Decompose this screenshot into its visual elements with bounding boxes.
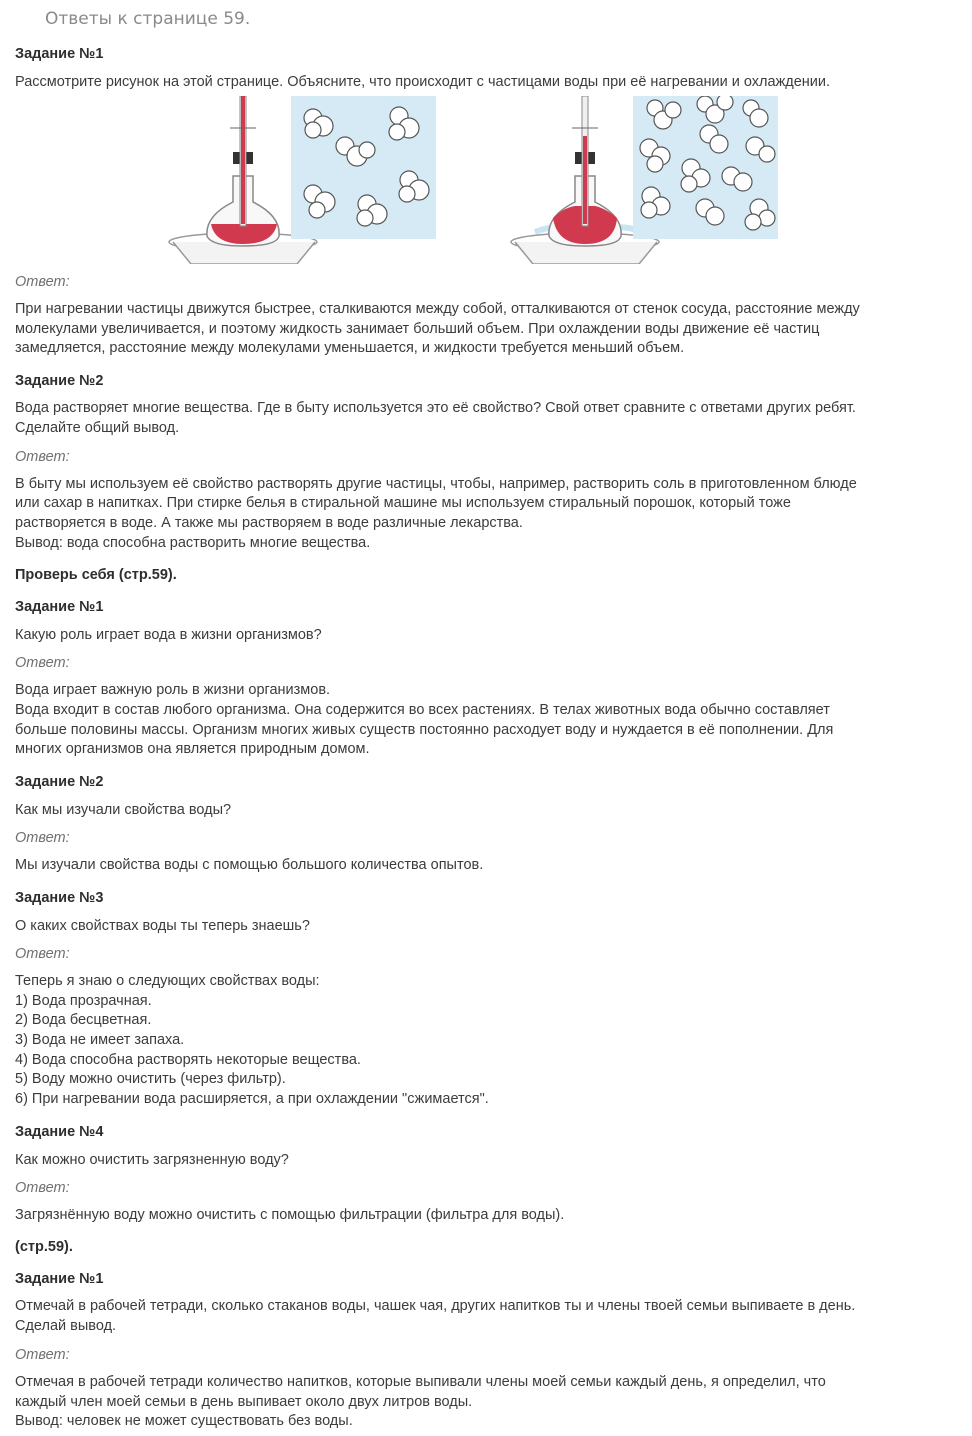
task-heading: Задание №2 [15,373,104,390]
flask-illustration [15,96,955,264]
task-answer: Загрязнённую воду можно очистить с помощью фильтрации (фильтра для воды). [15,1206,565,1223]
water-expansion-figure [15,96,955,264]
task-heading: Задание №2 [15,774,104,791]
task-question: Как можно очистить загрязненную воду? [15,1151,289,1168]
task-answer: Теперь я знаю о следующих свойствах воды: 1) Вода прозрачная. 2) Вода бесцветная. 3) Вода не имеет запаха. 4) Вода способна растворять некоторые вещества. 5) Воду можно очистить (через фильтр). 6) При нагревании вода расширяется, а при охлаждении "сжимается". [15,972,489,1108]
task-answer: Вода играет важную роль в жизни организмов. Вода входит в состав любого организма. Она содержится во всех растениях. В телах животных вода обычно составляет больше половины массы. Организм многих живых существ постоянно расходует воду и нуждается в её пополнении. Для многих организмов она является природным домом. [15,682,834,758]
page-ref-heading: (стр.59). [15,1239,73,1256]
task-question: О каких свойствах воды ты теперь знаешь? [15,917,310,934]
task-answer: При нагревании частицы движутся быстрее, сталкиваются между собой, отталкиваются от стенок сосуда, расстояние между молекулами увеличивается, и поэтому жидкость занимает больший объем. При охлаждении воды движение её частиц замедляется, расстояние между молекулами уменьшается, и жидкости требуется меньший объем. [15,301,860,357]
task-question: Какую роль играет вода в жизни организмов? [15,627,322,644]
answer-label: Ответ: [15,655,70,672]
answer-label: Ответ: [15,274,70,290]
task-heading: Задание №1 [15,599,104,616]
task-question: Вода растворяет многие вещества. Где в быту используется это её свойство? Свой ответ сравните с ответами других ребят. Сделайте общий вывод. [15,400,856,436]
task-heading: Задание №3 [15,889,104,906]
answer-label: Ответ: [15,448,70,465]
answer-label: Ответ: [15,830,70,847]
task-question: Отмечай в рабочей тетради, сколько стаканов воды, чашек чая, других напитков ты и члены твоей семьи выпиваете в день. Сделай вывод. [15,1298,856,1335]
task-question: Как мы изучали свойства воды? [15,802,232,819]
task-answer: В быту мы используем её свойство растворять другие частицы, чтобы, например, растворить соль в приготовленном блюде или сахар в напитках. При стирке белья в стиральной машине мы используем стиральный порошок, который тоже растворяется в воде. А также мы растворяем в воде различные лекарства. Вывод: вода способна растворить многие вещества. [15,475,857,551]
task-answer: Мы изучали свойства воды с помощью большого количества опытов. [15,857,484,874]
check-heading: Проверь себя (стр.59). [15,567,177,584]
task-heading: Задание №4 [15,1123,104,1140]
answer-label: Ответ: [15,1346,70,1363]
answer-label: Ответ: [15,945,70,962]
page-title: Ответы к странице 59. [45,9,251,29]
page [15,6,955,1432]
answer-label: Ответ: [15,1179,70,1196]
task-heading: Задание №1 [15,46,104,62]
task-heading: Задание №1 [15,1271,104,1288]
task-question: Рассмотрите рисунок на этой странице. Объясните, что происходит с частицами воды при её нагревании и охлаждении. [15,74,831,90]
task-answer: Отмечая в рабочей тетради количество напитков, которые выпивали члены моей семьи каждый день, я определил, что каждый член моей семьи в день выпивает около двух литров воды. Вывод: человек не может существовать без воды. [15,1373,826,1430]
